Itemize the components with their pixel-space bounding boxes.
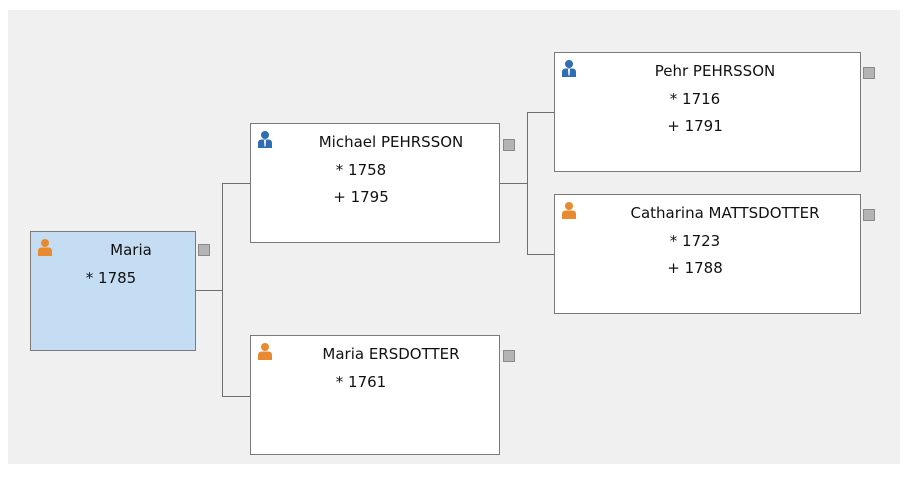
person-card-michael-pehrsson[interactable] [250, 123, 500, 243]
person-male-icon [257, 130, 273, 148]
expand-button[interactable] [198, 244, 210, 256]
expand-button[interactable] [503, 139, 515, 151]
person-name: Maria ERSDOTTER [322, 345, 460, 363]
birth-date: * 1758 [335, 161, 387, 179]
person-card-maria[interactable] [30, 231, 196, 351]
expand-button[interactable] [503, 350, 515, 362]
birth-date: * 1716 [669, 90, 721, 108]
person-female-icon [561, 201, 577, 219]
birth-date: * 1761 [335, 373, 387, 391]
expand-button[interactable] [863, 67, 875, 79]
person-name: Maria [110, 241, 152, 259]
death-date: + 1791 [667, 117, 723, 135]
person-female-icon [257, 342, 273, 360]
death-date: + 1795 [333, 188, 389, 206]
connector-line [222, 396, 250, 397]
connector-line [527, 112, 554, 113]
person-card-catharina-mattsdotter[interactable] [554, 194, 861, 314]
person-male-icon [561, 59, 577, 77]
connector-line [527, 254, 554, 255]
person-name: Michael PEHRSSON [318, 133, 464, 151]
connector-line [222, 183, 223, 396]
birth-date: * 1723 [669, 232, 721, 250]
connector-line [500, 183, 528, 184]
person-name: Catharina MATTSDOTTER [630, 204, 820, 222]
birth-date: * 1785 [85, 269, 137, 287]
person-name: Pehr PEHRSSON [654, 62, 776, 80]
person-card-maria-ersdotter[interactable] [250, 335, 500, 455]
death-date: + 1788 [667, 259, 723, 277]
expand-button[interactable] [863, 209, 875, 221]
person-female-icon [37, 238, 53, 256]
person-card-pehr-pehrsson[interactable] [554, 52, 861, 172]
connector-line [222, 183, 250, 184]
connector-line [527, 112, 528, 254]
connector-line [196, 290, 223, 291]
